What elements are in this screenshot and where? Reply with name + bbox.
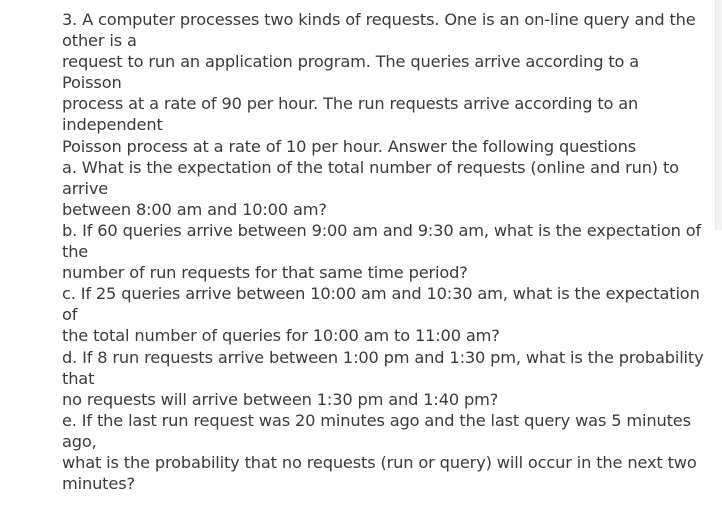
problem-3-text xyxy=(62,9,702,494)
text-line: no requests will arrive between 1:30 pm and 1:40 pm? xyxy=(62,389,499,409)
text-line: the total number of queries for 10:00 am to 11:00 am? xyxy=(62,326,500,346)
text-line: independent xyxy=(62,115,163,135)
vertical-scrollbar[interactable] xyxy=(715,0,722,230)
text-line: 3. A computer processes two kinds of requests. One is an on-line query and the xyxy=(62,10,696,29)
text-line: other is a xyxy=(62,31,137,51)
question-c-line: c. If 25 queries arrive between 10:00 am and 10:30 am, what is the expectation xyxy=(62,284,700,304)
text-line: number of run requests for that same time period? xyxy=(62,263,468,283)
question-b-line: b. If 60 queries arrive between 9:00 am and 9:30 am, what is the expectation of xyxy=(62,220,702,240)
text-line: of xyxy=(62,305,78,325)
text-line: between 8:00 am and 10:00 am? xyxy=(62,199,327,219)
question-d-line: d. If 8 run requests arrive between 1:00 pm and 1:30 pm, what is the probability xyxy=(62,347,704,367)
text-line: the xyxy=(62,242,89,262)
text-line: arrive xyxy=(62,178,109,198)
text-line: Poisson xyxy=(62,73,122,93)
text-line: what is the probability that no requests (run or query) will occur in the next two xyxy=(62,452,697,472)
text-line: Poisson process at a rate of 10 per hour. Answer the following questions xyxy=(62,136,636,156)
text-line: request to run an application program. The queries arrive according to a xyxy=(62,52,640,72)
question-e-line: e. If the last run request was 20 minutes ago and the last query was 5 minutes xyxy=(62,410,691,430)
question-a-line: a. What is the expectation of the total number of requests (online and run) to xyxy=(62,157,679,177)
text-line: process at a rate of 90 per hour. The run requests arrive according to an xyxy=(62,94,639,114)
text-line: ago, xyxy=(62,431,97,451)
text-line: minutes? xyxy=(62,474,135,494)
text-line: that xyxy=(62,368,95,388)
